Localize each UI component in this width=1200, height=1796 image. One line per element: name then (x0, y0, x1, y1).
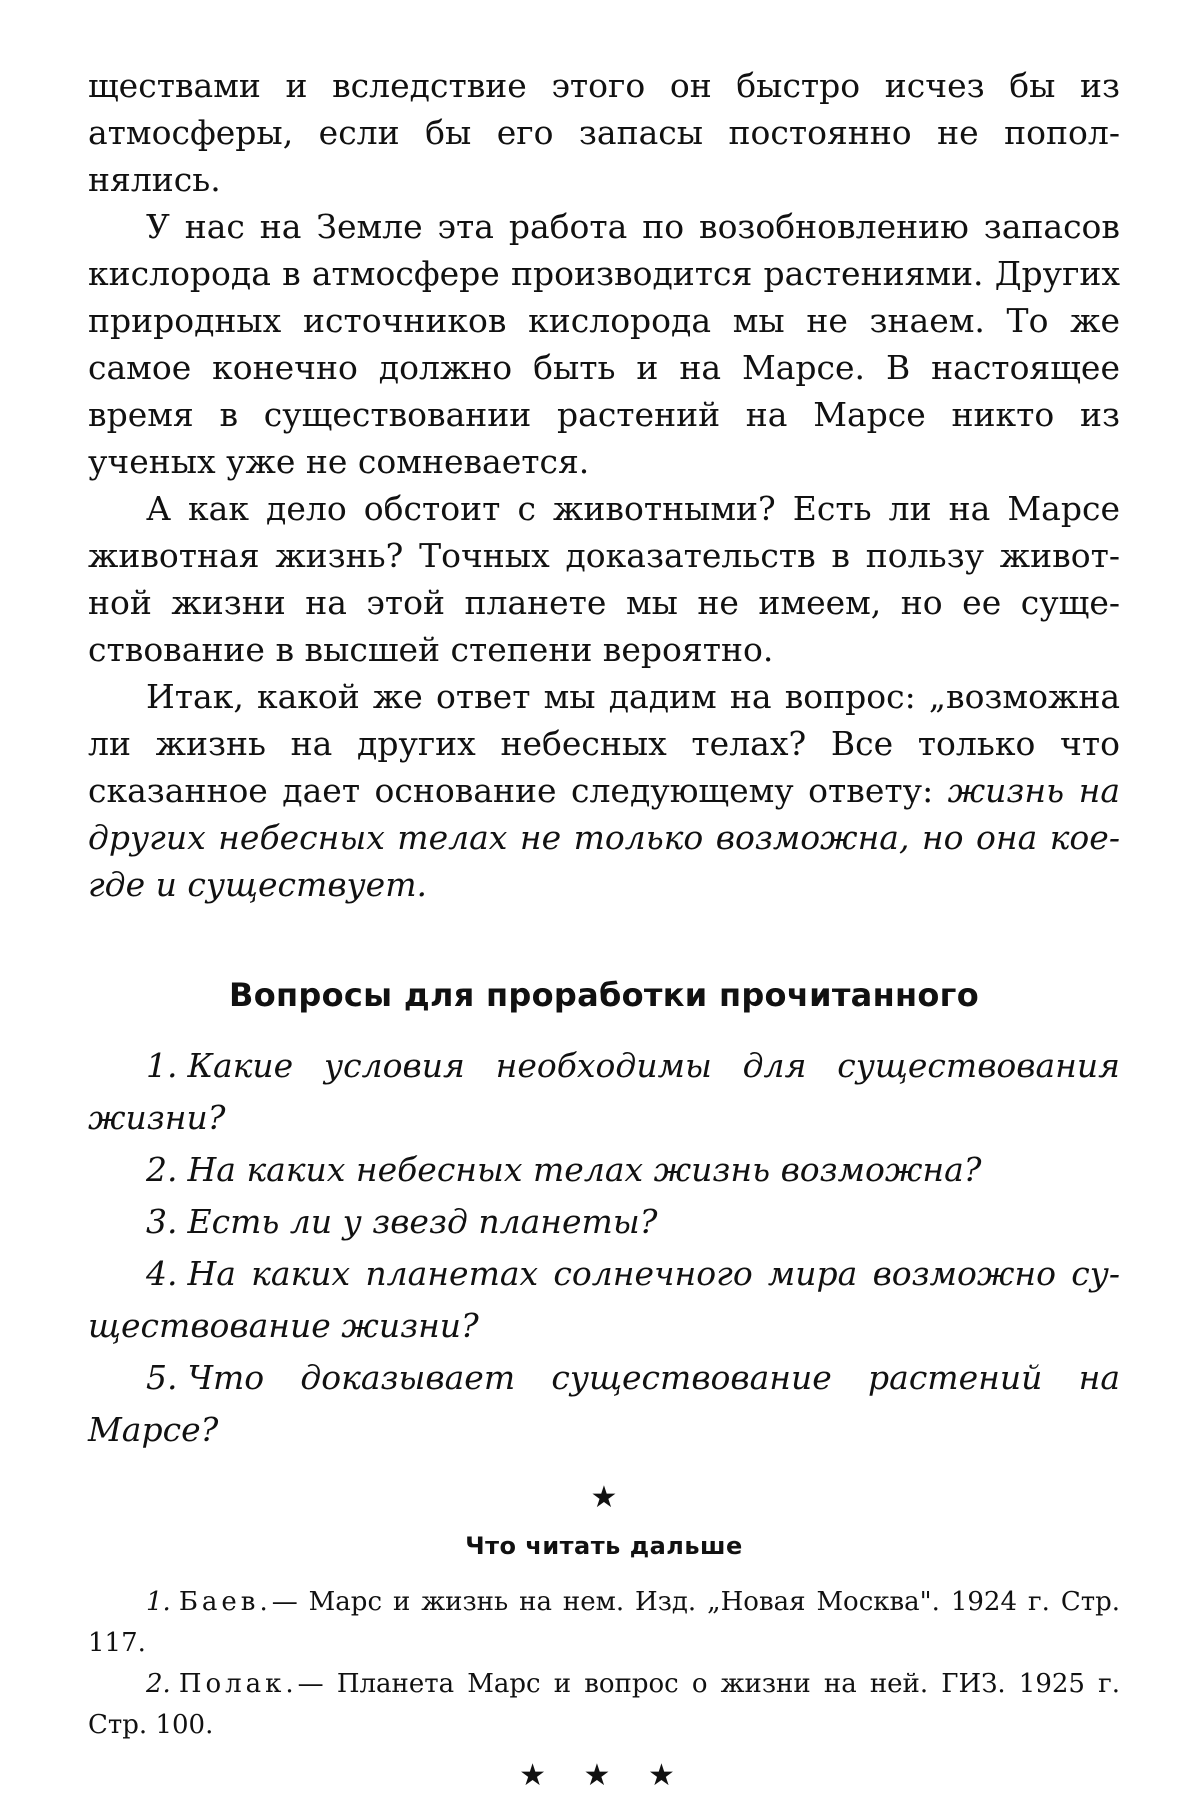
reference-text: — Марс и жизнь на нем. Изд. „Новая Москва". 1924 г. Стр. 117. (88, 1587, 1120, 1658)
reference-author: Баев. (178, 1587, 272, 1617)
references-list (88, 1582, 1120, 1746)
paragraph-conclusion (88, 673, 1120, 908)
question-text: Что доказывает существование растений на Марсе? (88, 1358, 1120, 1449)
reference-number: 2. (146, 1669, 171, 1699)
question-text: На каких небесных телах жизнь возможна? (187, 1150, 982, 1189)
end-stars-divider: ★ ★ ★ (519, 1758, 689, 1793)
questions-list (88, 1040, 1120, 1456)
question-item (88, 1248, 1120, 1352)
question-text: На каких планетах солнечного мира возможно существование жизни? (88, 1254, 1120, 1345)
paragraph-continuation: ществами и вследствие этого он быстро исчез бы из атмосферы, если бы его запасы постоянно не пополнялись. (88, 66, 1120, 199)
further-reading-heading: Что читать дальше (465, 1532, 743, 1560)
question-number: 5. (146, 1358, 178, 1397)
star-divider: ★ (590, 1480, 618, 1515)
reference-item (88, 1664, 1120, 1746)
reference-author: Полак. (178, 1669, 298, 1699)
question-number: 2. (146, 1150, 178, 1189)
reference-item (88, 1582, 1120, 1664)
conclusion-italic: жизнь на других небесных телах не только возможна, но она коегде и существует. (88, 771, 1120, 904)
question-text: Есть ли у звезд планеты? (187, 1202, 658, 1241)
question-item (88, 1352, 1120, 1456)
question-number: 1. (146, 1046, 178, 1085)
conclusion-text: Итак, какой же ответ мы дадим на вопрос: „возможна ли жизнь на других небесных телах? Все только что сказанное дает основание следующему ответу: (88, 677, 1120, 810)
question-number: 3. (146, 1202, 178, 1241)
paragraph-oxygen-plants: У нас на Земле эта работа по возобновлению запасов кислорода в атмосфере производится растениями. Других природных источников кислорода мы не знаем. То же самое конечно должно быть и на Марсе. В настоящее время в существовании растений на Марсе никто из ученых уже не сомневается. (88, 207, 1120, 481)
reference-text: — Планета Марс и вопрос о жизни на ней. ГИЗ. 1925 г. Стр. 100. (88, 1669, 1120, 1740)
book-page (88, 62, 1120, 1796)
question-number: 4. (146, 1254, 178, 1293)
paragraph-animal-life: А как дело обстоит с животными? Есть ли на Марсе животная жизнь? Точных доказательств в пользу животной жизни на этой планете мы не имеем, но ее существование в высшей степени вероятно. (88, 489, 1120, 669)
reference-number: 1. (146, 1587, 171, 1617)
question-item (88, 1196, 1120, 1248)
question-text: Какие условия необходимы для существования жизни? (88, 1046, 1120, 1137)
question-item (88, 1144, 1120, 1196)
question-item (88, 1040, 1120, 1144)
questions-heading: Вопросы для проработки прочитанного (229, 976, 979, 1014)
